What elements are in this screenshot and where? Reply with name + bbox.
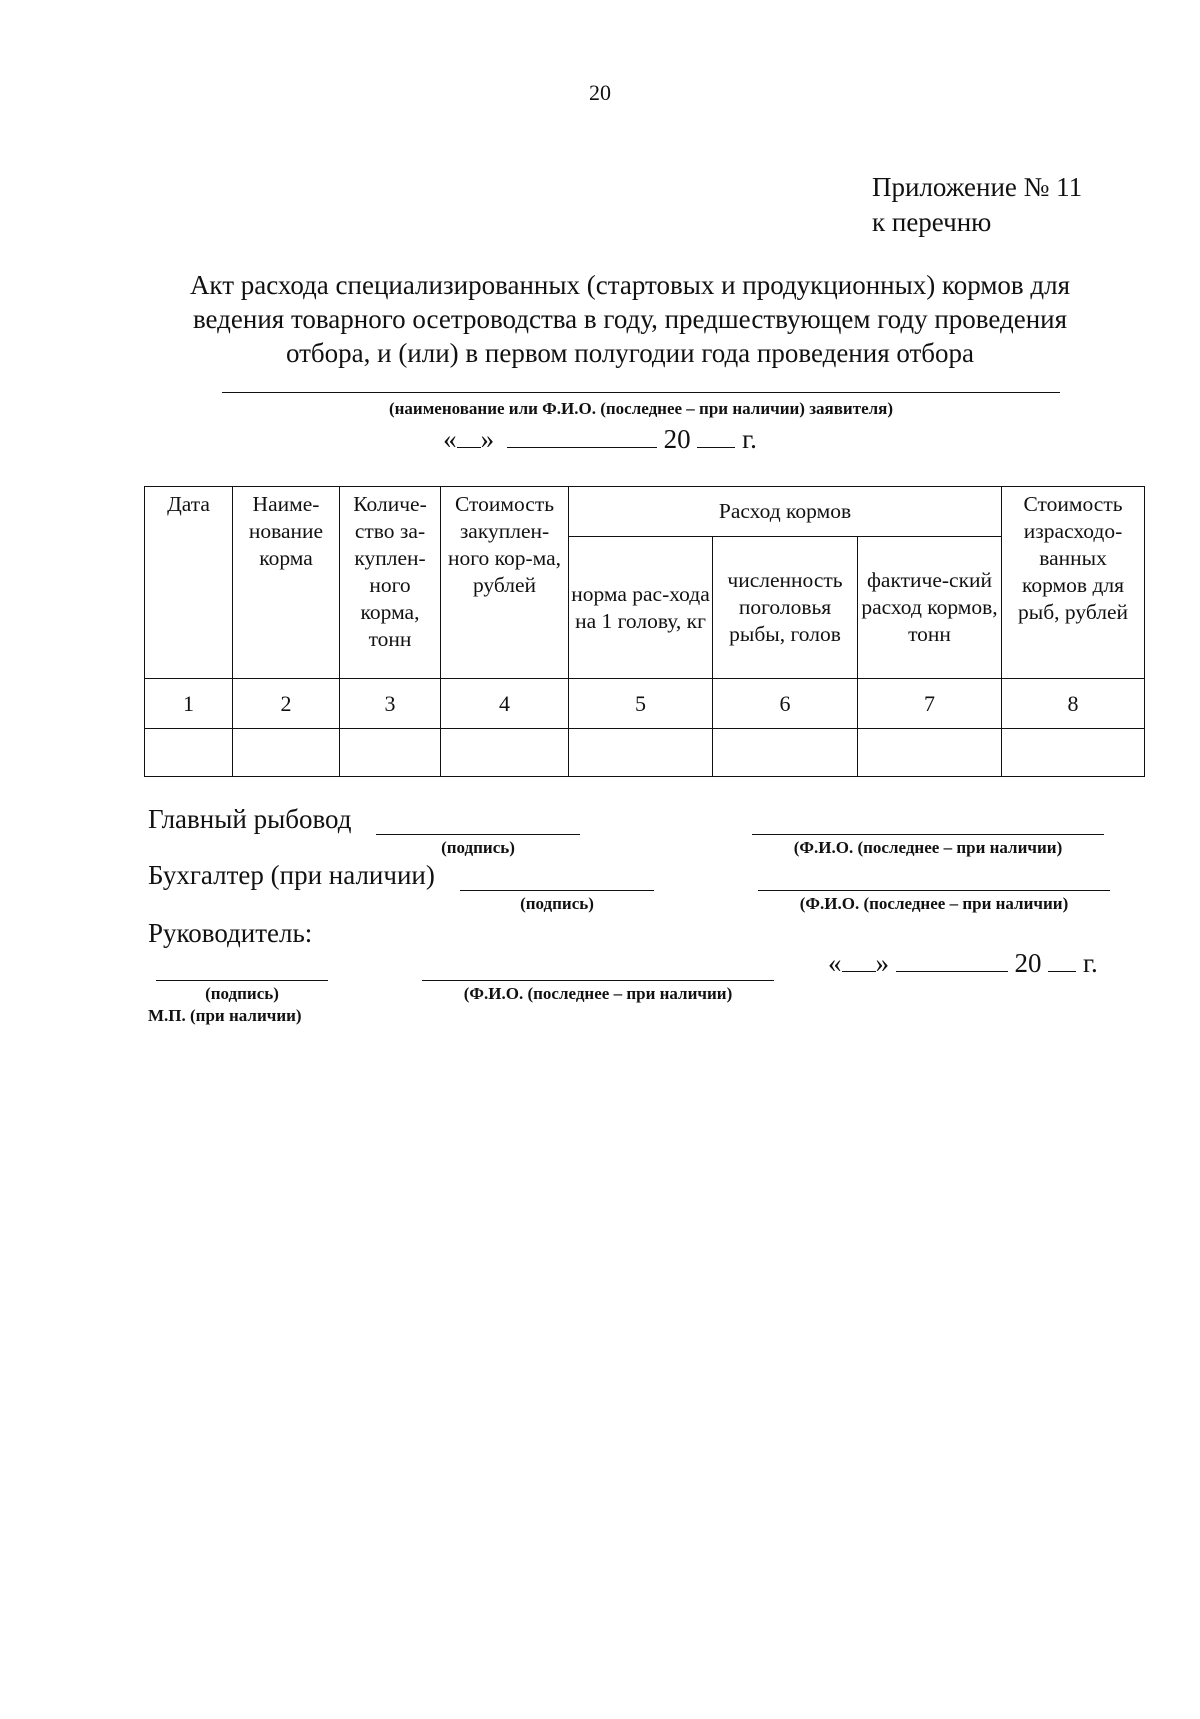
document-title bbox=[140, 268, 1120, 370]
header-feed-name: Наиме-нование корма bbox=[233, 487, 340, 679]
chief-fio-caption: (Ф.И.О. (последнее – при наличии) bbox=[793, 838, 1063, 857]
header-feed-consumption: Расход кормов bbox=[569, 487, 1002, 537]
column-number: 4 bbox=[441, 679, 569, 729]
head-signature-caption: (подпись) bbox=[205, 984, 279, 1003]
header-quantity: Количе-ство за-куплен-ного корма, тонн bbox=[340, 487, 441, 679]
applicant-caption: (наименование или Ф.И.О. (последнее – при наличии) заявителя) bbox=[388, 399, 894, 418]
title-line-2: ведения товарного осетроводства в году, предшествующем году проведения bbox=[192, 304, 1068, 334]
table-cell-feed-name[interactable] bbox=[233, 729, 340, 777]
table-cell-norm[interactable] bbox=[569, 729, 713, 777]
chief-signature-caption: (подпись) bbox=[441, 838, 515, 857]
sign-date-open-quote: « bbox=[828, 948, 842, 978]
column-number: 2 bbox=[233, 679, 340, 729]
sign-date-close-quote: » bbox=[875, 948, 889, 978]
header-spent-cost: Стоимость израсходо-ванных кормов для рыб, рублей bbox=[1002, 487, 1145, 679]
sign-date-year-field[interactable] bbox=[1048, 949, 1076, 972]
feed-consumption-table bbox=[144, 486, 1145, 777]
appendix-line-1: Приложение № 11 bbox=[872, 172, 1083, 202]
sign-date-day-field[interactable] bbox=[842, 949, 876, 972]
table-cell-headcount[interactable] bbox=[713, 729, 858, 777]
head-fio-field[interactable] bbox=[422, 980, 774, 981]
sign-date-year-prefix: 20 bbox=[1014, 948, 1042, 978]
accountant-signature-caption: (подпись) bbox=[520, 894, 594, 913]
chief-signature-field[interactable] bbox=[376, 834, 580, 835]
applicant-name-field[interactable] bbox=[222, 392, 1060, 393]
sign-date-year-suffix: г. bbox=[1083, 948, 1098, 978]
header-norm-per-head: норма рас-хода на 1 голову, кг bbox=[569, 537, 713, 679]
accountant-fio-field[interactable] bbox=[758, 890, 1110, 891]
date-month-field[interactable] bbox=[507, 425, 657, 448]
date-day-field[interactable] bbox=[457, 425, 481, 448]
column-number: 7 bbox=[858, 679, 1002, 729]
column-number: 1 bbox=[145, 679, 233, 729]
date-year-suffix: г. bbox=[742, 424, 757, 454]
table-cell-purchase-cost[interactable] bbox=[441, 729, 569, 777]
stamp-label: М.П. (при наличии) bbox=[148, 1006, 302, 1025]
column-number: 8 bbox=[1002, 679, 1145, 729]
table-cell-date[interactable] bbox=[145, 729, 233, 777]
page-number: 20 bbox=[589, 80, 611, 105]
appendix-reference bbox=[872, 170, 1082, 240]
title-line-1: Акт расхода специализированных (стартовых и продукционных) кормов для bbox=[189, 270, 1071, 300]
appendix-line-2: к перечню bbox=[872, 207, 992, 237]
document-date bbox=[0, 424, 1200, 455]
table-cell-quantity[interactable] bbox=[340, 729, 441, 777]
accountant-signature-field[interactable] bbox=[460, 890, 654, 891]
accountant-label: Бухгалтер (при наличии) bbox=[148, 860, 435, 890]
sign-date-month-field[interactable] bbox=[896, 949, 1008, 972]
header-actual-consumption: фактиче-ский расход кормов, тонн bbox=[858, 537, 1002, 679]
header-purchase-cost: Стоимость закуплен-ного кор-ма, рублей bbox=[441, 487, 569, 679]
date-year-field[interactable] bbox=[697, 425, 735, 448]
accountant-fio-caption: (Ф.И.О. (последнее – при наличии) bbox=[799, 894, 1069, 913]
title-line-3: отбора, и (или) в первом полугодии года проведения отбора bbox=[285, 338, 975, 368]
head-signature-field[interactable] bbox=[156, 980, 328, 981]
header-date: Дата bbox=[145, 487, 233, 679]
header-headcount: численность поголовья рыбы, голов bbox=[713, 537, 858, 679]
chief-fish-breeder-label: Главный рыбовод bbox=[148, 804, 352, 834]
head-fio-caption: (Ф.И.О. (последнее – при наличии) bbox=[463, 984, 733, 1003]
chief-fio-field[interactable] bbox=[752, 834, 1104, 835]
column-number: 5 bbox=[569, 679, 713, 729]
column-number: 6 bbox=[713, 679, 858, 729]
date-open-quote: « bbox=[443, 424, 457, 454]
table-cell-actual[interactable] bbox=[858, 729, 1002, 777]
head-label: Руководитель: bbox=[148, 918, 313, 948]
head-signing-date bbox=[828, 948, 1098, 979]
table-cell-spent-cost[interactable] bbox=[1002, 729, 1145, 777]
date-year-prefix: 20 bbox=[663, 424, 691, 454]
column-number: 3 bbox=[340, 679, 441, 729]
date-close-quote: » bbox=[480, 424, 495, 454]
